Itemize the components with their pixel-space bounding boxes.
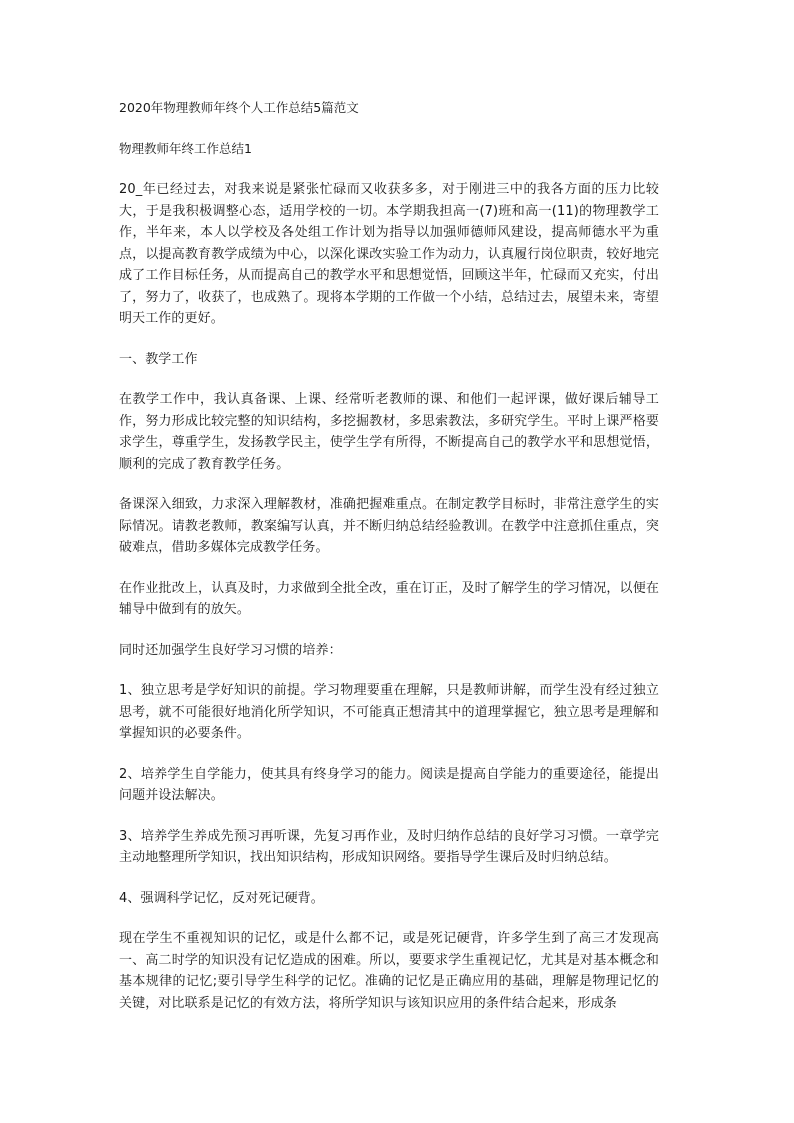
teaching-paragraph-3: 在作业批改上，认真及时，力求做到全批全改，重在订正，及时了解学生的学习情况，以便在辅导中做到有的放矢。 <box>119 580 659 617</box>
spacer <box>119 807 659 826</box>
teaching-paragraph-2: 备课深入细致，力求深入理解教材，准确把握难重点。在制定教学目标时，非常注意学生的实际情况。请教老教师，教案编写认真，并不断归纳总结经验教训。在教学中注意抓住重点，突破难点，借助多媒体完成教学任务。 <box>119 497 659 555</box>
spacer <box>119 370 659 389</box>
spacer <box>119 661 659 680</box>
document-page <box>119 97 659 1014</box>
habit-item-4: 4、强调科学记忆，反对死记硬背。 <box>119 890 324 906</box>
spacer <box>119 745 659 764</box>
habit-item-2: 2、培养学生自学能力，使其具有终身学习的能力。阅读是提高自学能力的重要途径，能提出问题并设法解决。 <box>119 766 659 803</box>
spacer <box>119 330 659 349</box>
section-heading-teaching: 一、教学工作 <box>119 351 198 367</box>
memory-paragraph: 现在学生不重视知识的记忆，或是什么都不记，或是死记硬背，许多学生到了高三才发现高一、高二时学的知识没有记忆造成的困难。所以，要要求学生重视记忆，尤其是对基本概念和基本规律的记忆;要引导学生科学的记忆。准确的记忆是正确应用的基础，理解是物理记忆的关键，对比联系是记忆的有效方法，将所学知识与该知识应用的条件结合起来，形成条 <box>119 931 659 1011</box>
habits-intro-paragraph: 同时还加强学生良好学习习惯的培养： <box>119 642 342 658</box>
spacer <box>119 475 659 494</box>
teaching-paragraph-1: 在教学工作中，我认真备课、上课、经常听老教师的课、和他们一起评课，做好课后辅导工作，努力形成比较完整的知识结构，多挖掘教材，多思索教法，多研究学生。平时上课严格要求学生，尊重学生，发扬教学民主，使学生学有所得，不断提高自己的教学水平和思想觉悟，顺利的完成了教育教学任务。 <box>119 392 659 472</box>
habit-item-3: 3、培养学生养成先预习再听课，先复习再作业，及时归纳作总结的良好学习习惯。一章学完主动地整理所学知识，找出知识结构，形成知识网络。要指导学生课后及时归纳总结。 <box>119 828 659 865</box>
spacer <box>119 869 659 888</box>
intro-paragraph: 20_年已经过去，对我来说是紧张忙碌而又收获多多，对于刚进三中的我各方面的压力比较大，于是我积极调整心态，适用学校的一切。本学期我担高一(7)班和高一(11)的物理教学工作，半年来，本人以学校及各处组工作计划为指导以加强师德师风建设，提高师德水平为重点，以提高教育教学成绩为中心，以深化课改实验工作为动力，认真履行岗位职责，较好地完成了工作目标任务，从而提高自己的教学水平和思想觉悟，回顾这半年，忙碌而又充实，付出了，努力了，收获了，也成熟了。现将本学期的工作做一个小结，总结过去，展望未来，寄望明天工作的更好。 <box>119 182 659 326</box>
spacer <box>119 159 659 179</box>
spacer <box>119 118 659 138</box>
habit-item-1: 1、独立思考是学好知识的前提。学习物理要重在理解，只是教师讲解，而学生没有经过独立思考，就不可能很好地消化所学知识，不可能真正想清其中的道理掌握它，独立思考是理解和掌握知识的必要条件。 <box>119 683 659 741</box>
spacer <box>119 909 659 928</box>
spacer <box>119 621 659 640</box>
spacer <box>119 559 659 578</box>
document-title: 2020年物理教师年终个人工作总结5篇范文 <box>119 100 359 115</box>
document-subtitle: 物理教师年终工作总结1 <box>119 141 252 156</box>
